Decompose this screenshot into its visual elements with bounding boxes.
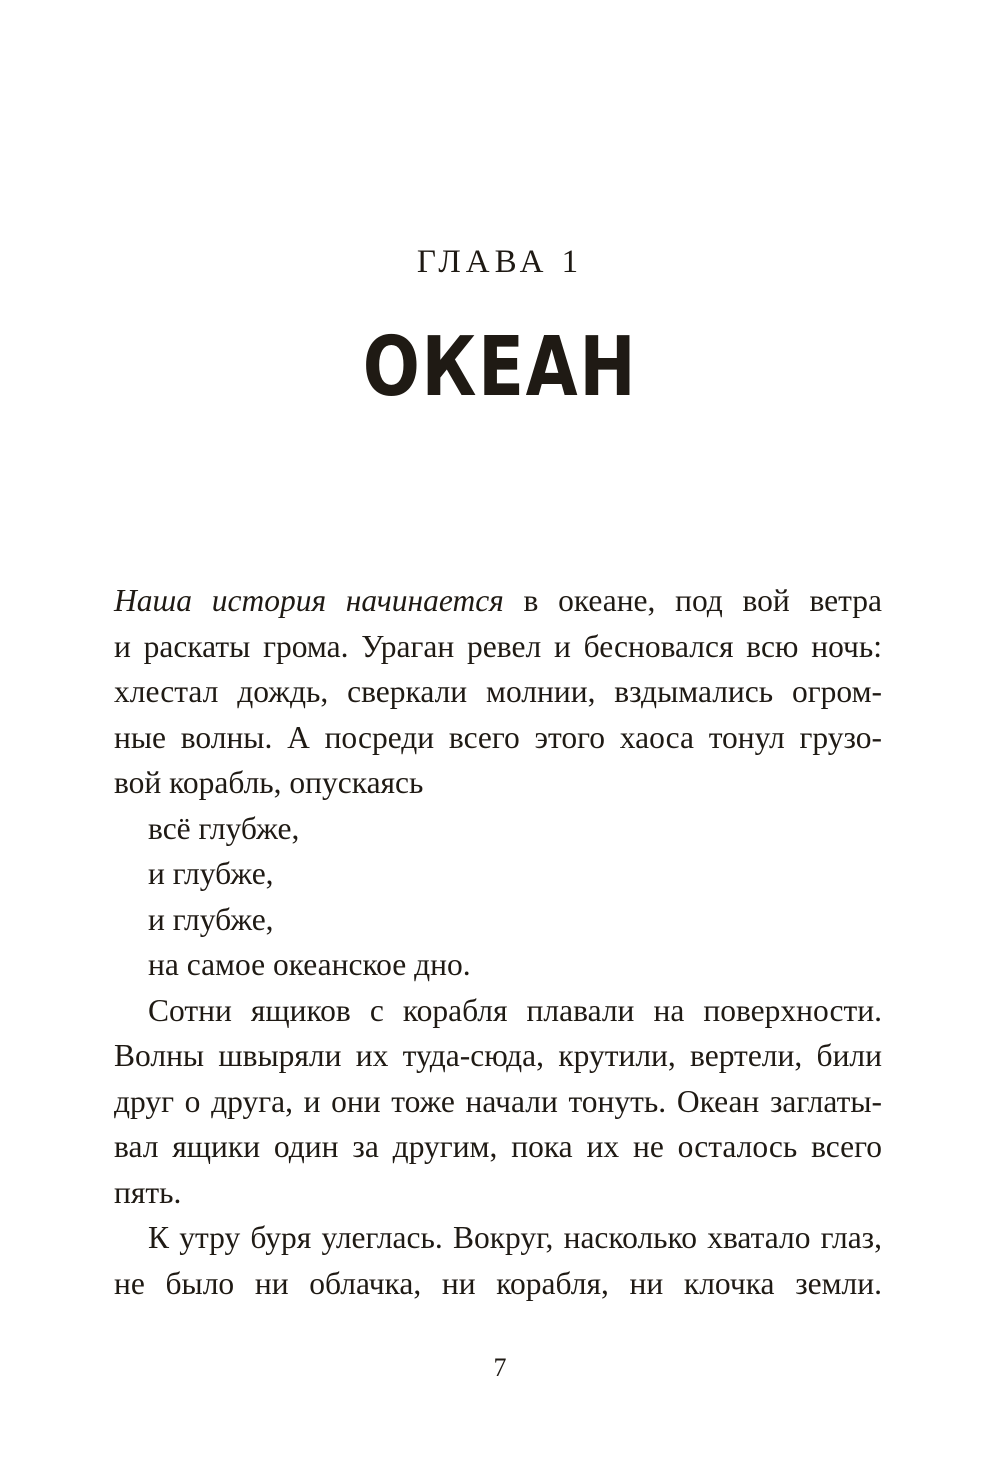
text-line: и раскаты грома. Ураган ревел и бесновался всю ночь: — [114, 628, 882, 664]
body-text — [114, 578, 882, 1306]
chapter-title: ОКЕАН — [362, 320, 638, 415]
chapter-label: ГЛАВА 1 — [416, 244, 584, 280]
text-line: пять. — [114, 1174, 182, 1210]
text-line: не было ни облачка, ни корабля, ни клочка земли. — [114, 1265, 882, 1301]
page-number: 7 — [493, 1353, 507, 1382]
text-line — [114, 578, 882, 624]
text-line: хлестал дождь, сверкали молнии, вздымались огром- — [114, 674, 882, 709]
text-line: Волны швыряли их туда-сюда, крутили, вертели, били — [114, 1038, 882, 1073]
italic-phrase: Наша история начинается — [114, 583, 504, 618]
text-line: Сотни ящиков с корабля плавали на поверхности. — [148, 992, 882, 1028]
text-span: в океане, под вой ветра — [503, 583, 883, 618]
text-line: друг о друга, и они тоже начали тонуть. Океан заглаты- — [114, 1083, 882, 1119]
text-line: и глубже, — [148, 856, 274, 891]
text-line: на самое океанское дно. — [148, 947, 471, 982]
text-line: всё глубже, — [148, 810, 300, 846]
text-line: и глубже, — [148, 901, 274, 937]
text-line: ные волны. А посреди всего этого хаоса тонул грузо- — [114, 719, 882, 755]
text-line: вал ящики один за другим, пока их не осталось всего — [114, 1129, 882, 1164]
text-line: вой корабль, опускаясь — [114, 765, 424, 800]
text-line: К утру буря улеглась. Вокруг, насколько хватало глаз, — [148, 1220, 882, 1255]
